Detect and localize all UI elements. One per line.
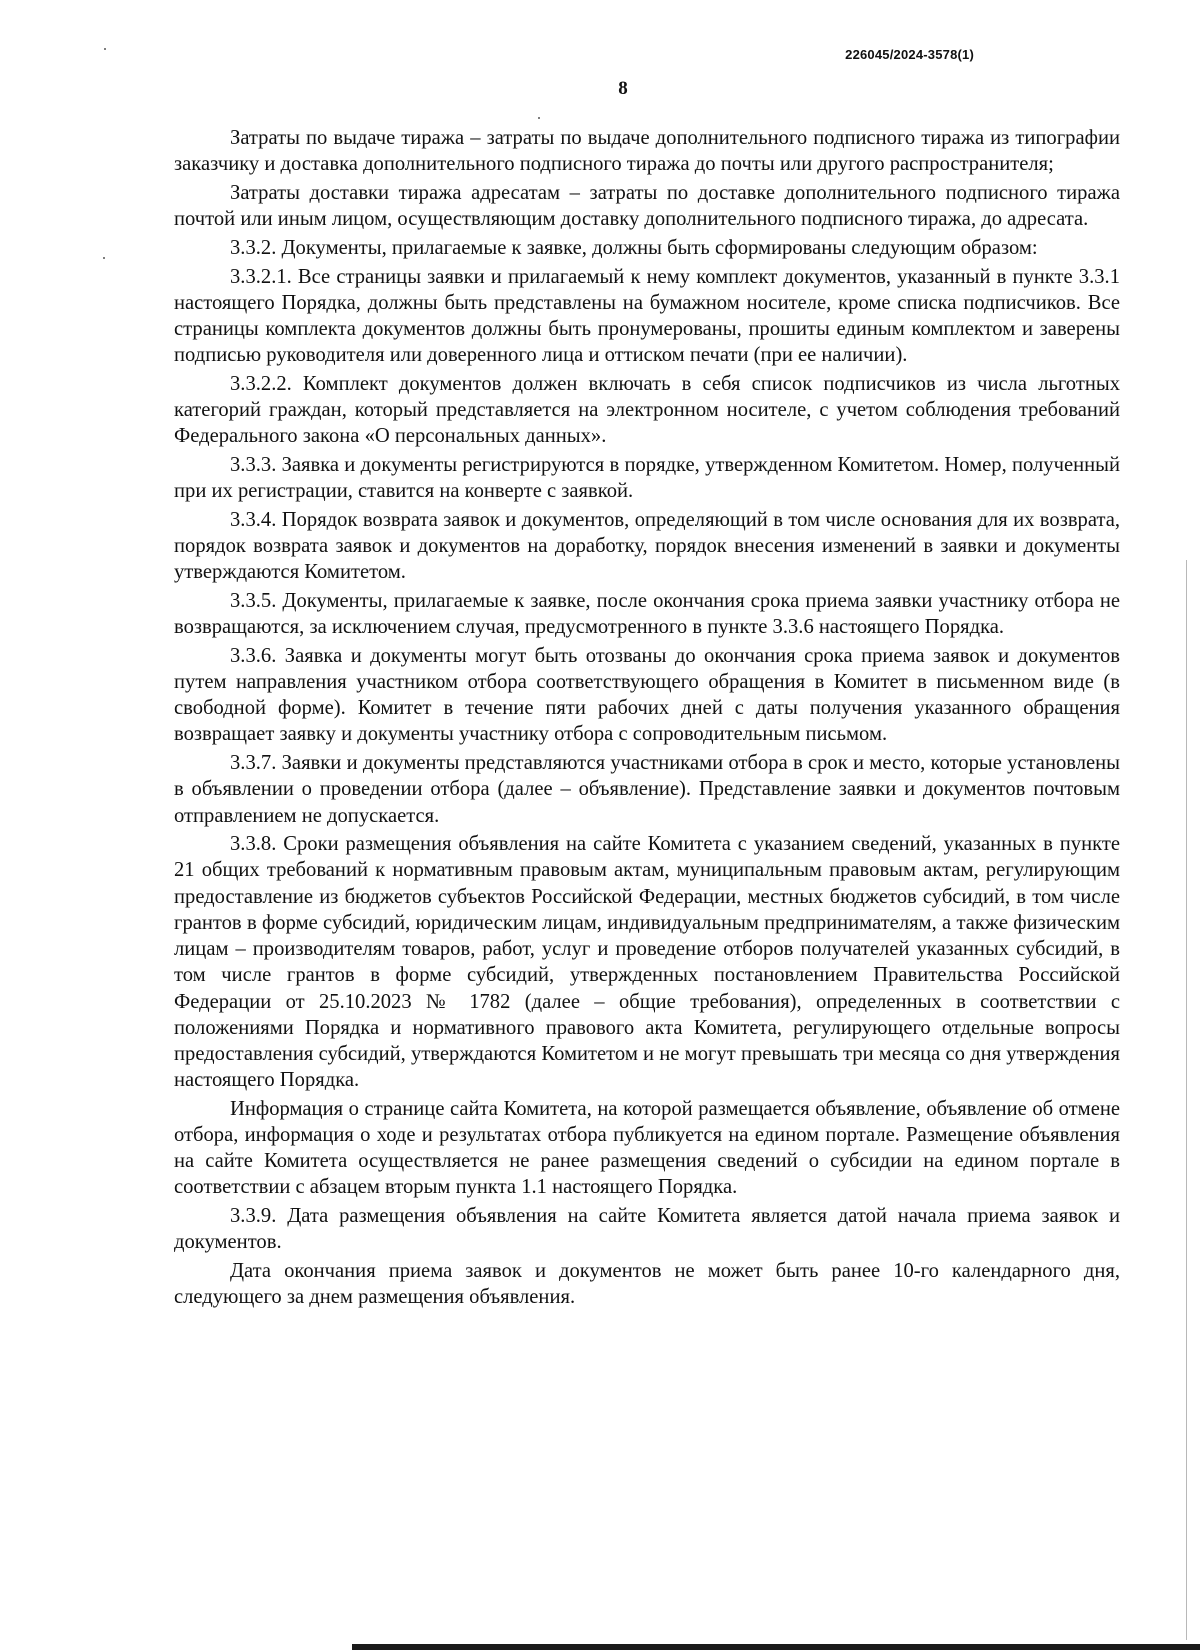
paragraph: 3.3.6. Заявка и документы могут быть отозваны до окончания срока приема заявок и документов путем направления участником отбора соответствующего обращения в Комитет в письменном виде (в свободной форме). Комитет в течение пяти рабочих дней с даты получения указанного обращения возвращает заявку и документы участнику отбора с сопроводительным письмом.: [174, 644, 1120, 746]
paragraph: Затраты по выдаче тиража – затраты по выдаче дополнительного подписного тиража из типографии заказчику и доставка дополнительного подписного тиража до почты или другого распространителя;: [174, 127, 1120, 176]
scan-edge-line: [1186, 560, 1187, 1640]
paragraph: Информация о странице сайта Комитета, на которой размещается объявление, объявление об отмене отбора, информация о ходе и результатах отбора публикуется на едином портале. Размещение объявления на сайте Комитета осуществляется не ранее размещения сведений о субсидии на едином портале в соответствии с абзацем вторым пункта 1.1 настоящего Порядка.: [174, 1097, 1120, 1199]
page-number: 8: [618, 78, 628, 99]
paragraph: 3.3.9. Дата размещения объявления на сайте Комитета является датой начала приема заявок и документов.: [174, 1205, 1120, 1254]
paragraph: 3.3.2.2. Комплект документов должен включать в себя список подписчиков из числа льготных категорий граждан, который представляется на электронном носителе, с учетом соблюдения требований Федерального закона «О персональных данных».: [174, 372, 1120, 448]
paragraph: 3.3.8. Сроки размещения объявления на сайте Комитета с указанием сведений, указанных в пункте 21 общих требований к нормативным правовым актам, муниципальным правовым актам, регулирующим предоставление из бюджетов субъектов Российской Федерации, местных бюджетов субсидий, в том числе грантов в форме субсидий, юридическим лицам, индивидуальным предпринимателям, а также физическим лицам – производителям товаров, работ, услуг и проведение отборов получателей указанных субсидий, в том числе грантов в форме субсидий, утвержденных постановлением Правительства Российской Федерации от 25.10.2023 № 1782 (далее – общие требования), определенных в соответствии с положениями Порядка и нормативного правового акта Комитета, регулирующего отдельные вопросы предоставления субсидий, утверждаются Комитетом и не могут превышать три месяца со дня утверждения настоящего Порядка.: [174, 833, 1120, 1092]
paragraph: 3.3.5. Документы, прилагаемые к заявке, после окончания срока приема заявки участнику отбора не возвращаются, за исключением случая, предусмотренного в пункте 3.3.6 настоящего Порядка.: [174, 589, 1120, 639]
paragraph: 3.3.4. Порядок возврата заявок и документов, определяющий в том числе основания для их возврата, порядок возврата заявок и документов на доработку, порядок внесения изменений в заявки и документы утверждаются Комитетом.: [174, 508, 1120, 584]
paragraph: 3.3.7. Заявки и документы представляются участниками отбора в срок и место, которые установлены в объявлении о проведении отбора (далее – объявление). Представление заявки и документов почтовым отправлением не допускается.: [174, 752, 1120, 827]
document-registration-number: 226045/2024-3578(1): [845, 47, 974, 62]
scan-speck: [538, 117, 540, 119]
paragraph: 3.3.3. Заявка и документы регистрируются в порядке, утвержденном Комитетом. Номер, полученный при их регистрации, ставится на конверте с заявкой.: [174, 453, 1120, 503]
paragraph: Дата окончания приема заявок и документов не может быть ранее 10-го календарного дня, следующего за днем размещения объявления.: [174, 1260, 1120, 1309]
document-body: [174, 125, 1120, 1313]
paragraph: Затраты доставки тиража адресатам – затраты по доставке дополнительного подписного тиража почтой или иным лицом, осуществляющим доставку дополнительного подписного тиража, до адресата.: [174, 181, 1120, 231]
scan-speck: [104, 48, 106, 50]
paragraph: 3.3.2. Документы, прилагаемые к заявке, должны быть сформированы следующим образом:: [230, 236, 1038, 259]
paragraph: 3.3.2.1. Все страницы заявки и прилагаемый к нему комплект документов, указанный в пункте 3.3.1 настоящего Порядка, должны быть представлены на бумажном носителе, кроме списка подписчиков. Все страницы комплекта документов должны быть пронумерованы, прошиты единым комплектом и заверены подписью руководителя или доверенного лица и оттиском печати (при ее наличии).: [174, 265, 1120, 367]
scan-speck: [103, 257, 105, 259]
scan-bottom-edge: [352, 1644, 1200, 1650]
